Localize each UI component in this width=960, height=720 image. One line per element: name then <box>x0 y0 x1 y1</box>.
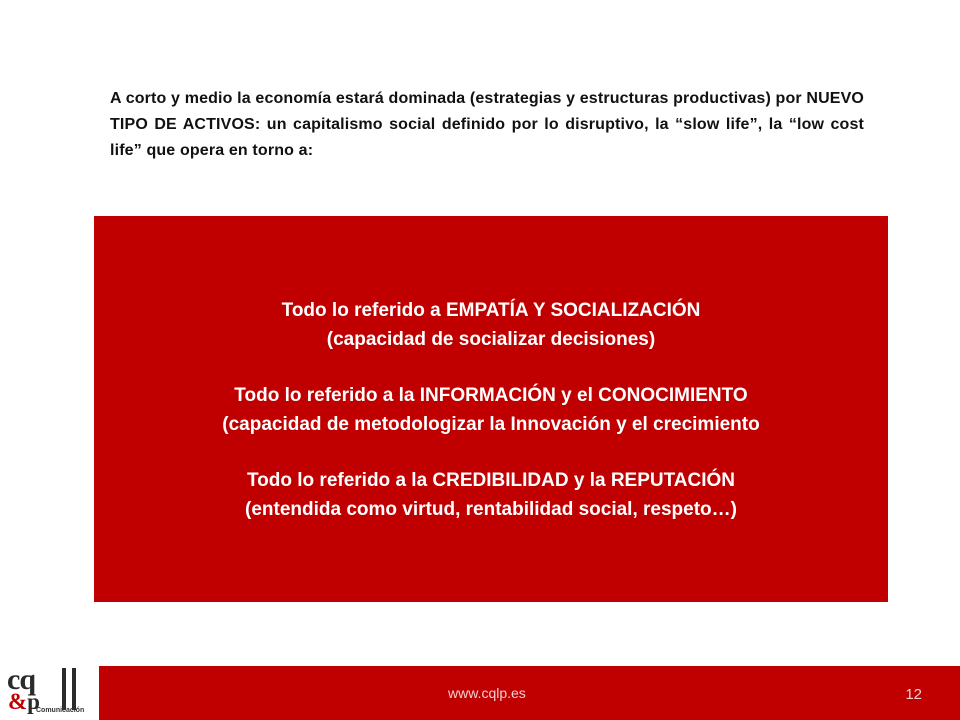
block-detail: (capacidad de socializar decisiones) <box>326 329 656 350</box>
intro-paragraph: A corto y medio la economía estará dominada (estrategias y estructuras productivas) por NUEVO TIPO DE ACTIVOS: un capitalismo social definido por lo disruptivo, la “slow life”, la “low cost life” que opera en torno a: <box>110 90 865 159</box>
highlight-box <box>94 216 888 602</box>
logo-letter-p: p <box>27 689 40 714</box>
logo-text-top: cq <box>7 663 35 696</box>
page-number: 12 <box>905 686 922 703</box>
logo-ampersand: & <box>8 689 28 714</box>
highlight-content <box>94 296 888 551</box>
block-detail: (capacidad de metodologizar la Innovación y el crecimiento <box>222 414 760 435</box>
highlight-block-informacion <box>94 381 888 439</box>
highlight-block-empatia <box>94 296 888 354</box>
company-logo <box>0 664 97 720</box>
footer-url-link[interactable]: www.cqlp.es <box>448 685 526 701</box>
footer-bar <box>99 666 960 720</box>
block-detail: (entendida como virtud, rentabilidad social, respeto…) <box>245 499 737 520</box>
block-heading: Todo lo referido a la CREDIBILIDAD y la REPUTACIÓN <box>246 470 736 491</box>
block-heading: Todo lo referido a EMPATÍA Y SOCIALIZACIÓN <box>281 300 701 321</box>
logo-bars-graphic <box>60 668 88 710</box>
highlight-block-credibilidad <box>94 466 888 524</box>
logo-caption: Comunicación <box>36 707 85 714</box>
block-heading: Todo lo referido a la INFORMACIÓN y el CONOCIMIENTO <box>234 385 748 406</box>
